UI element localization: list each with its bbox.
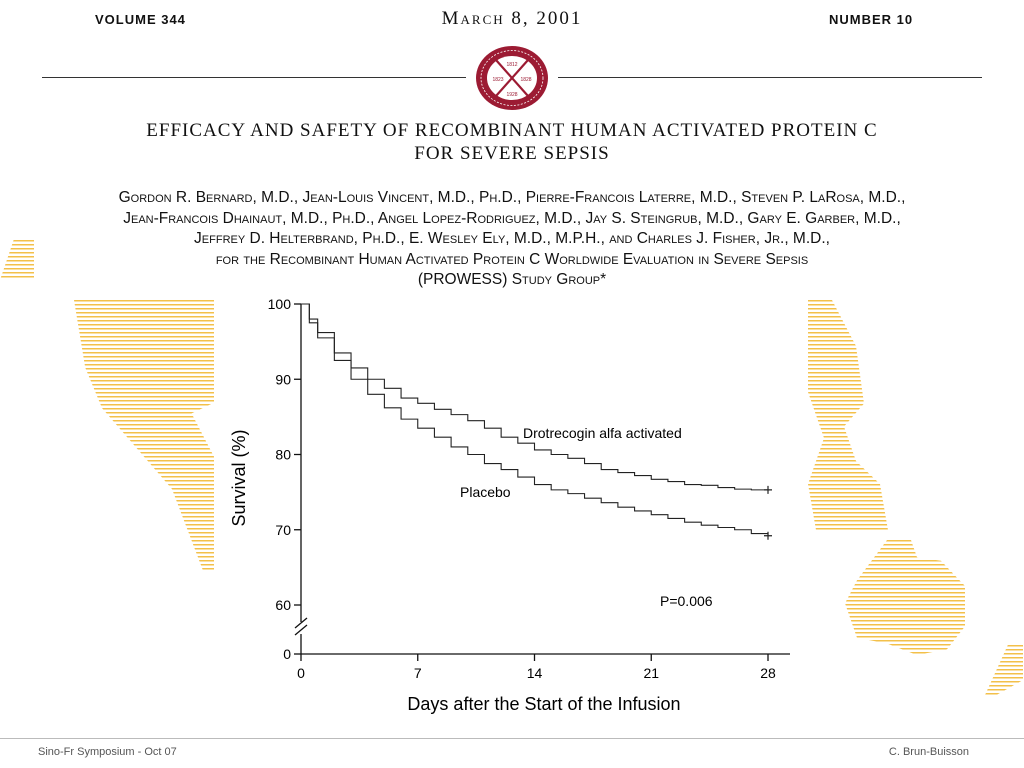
author-line-2: Jean-Francois Dhainaut, M.D., Ph.D., Angel Lopez-Rodriguez, M.D., Jay S. Steingrub, M.D., Gary E. Garber, M.D., <box>123 209 901 227</box>
article-title-line-1: EFFICACY AND SAFETY OF RECOMBINANT HUMAN ACTIVATED PROTEIN C <box>146 120 878 141</box>
legend-placebo: Placebo <box>460 484 511 500</box>
seal-year-bottom: 1928 <box>506 92 518 98</box>
legend-drotrecogin: Drotrecogin alfa activated <box>523 425 682 441</box>
y-tick-label-80: 80 <box>275 446 291 463</box>
x-tick-label-0: 0 <box>297 665 305 681</box>
footer-right: C. Brun-Buisson <box>888 746 969 758</box>
issue-number: NUMBER 10 <box>829 12 914 27</box>
author-line-5: (PROWESS) Study Group* <box>417 271 607 288</box>
series-lines <box>301 304 772 540</box>
y-tick-label-70: 70 <box>275 521 291 538</box>
author-line-1: Gordon R. Bernard, M.D., Jean-Louis Vincent, M.D., Ph.D., Pierre-Francois Laterre, M.D., Steven P. LaRosa, M.D., <box>118 189 906 206</box>
series-line-drotrecogin-alfa-activated <box>301 304 768 490</box>
x-tick-label-14: 14 <box>526 665 543 681</box>
x-tick-label-21: 21 <box>643 665 660 681</box>
y-tick-label-90: 90 <box>275 371 291 388</box>
article-title-line-2: FOR SEVERE SEPSIS <box>414 143 610 164</box>
y-axis-label: Survival (%) <box>229 429 249 527</box>
seal-year-left: 1823 <box>492 77 504 83</box>
series-line-placebo <box>301 304 768 536</box>
x-ticks <box>297 654 776 681</box>
x-axis-label: Days after the Start of the Infusion <box>407 694 681 714</box>
y-ticks <box>268 296 301 662</box>
y-tick-label-0: 0 <box>283 646 291 662</box>
author-line-4: for the Recombinant Human Activated Protein C Worldwide Evaluation in Severe Sepsis <box>215 250 809 268</box>
footer-left: Sino-Fr Symposium - Oct 07 <box>38 746 177 758</box>
seal-year-right: 1828 <box>520 77 532 83</box>
footer-rule <box>0 738 1024 739</box>
y-tick-label-100: 100 <box>267 296 291 312</box>
author-line-3: Jeffrey D. Helterbrand, Ph.D., E. Wesley Ely, M.D., M.P.H., and Charles J. Fisher, Jr., M.D., <box>194 230 830 247</box>
seal-year-top: 1812 <box>506 62 518 68</box>
x-tick-label-28: 28 <box>760 665 776 681</box>
x-tick-label-7: 7 <box>413 665 422 681</box>
issue-date: March 8, 2001 <box>441 8 583 29</box>
y-tick-label-60: 60 <box>275 597 291 613</box>
p-value-annotation: P=0.006 <box>660 593 713 609</box>
censor-mark-drotrecogin-alfa-activated <box>764 486 772 494</box>
chart-axes <box>295 304 790 654</box>
volume-label: VOLUME 344 <box>95 12 186 27</box>
